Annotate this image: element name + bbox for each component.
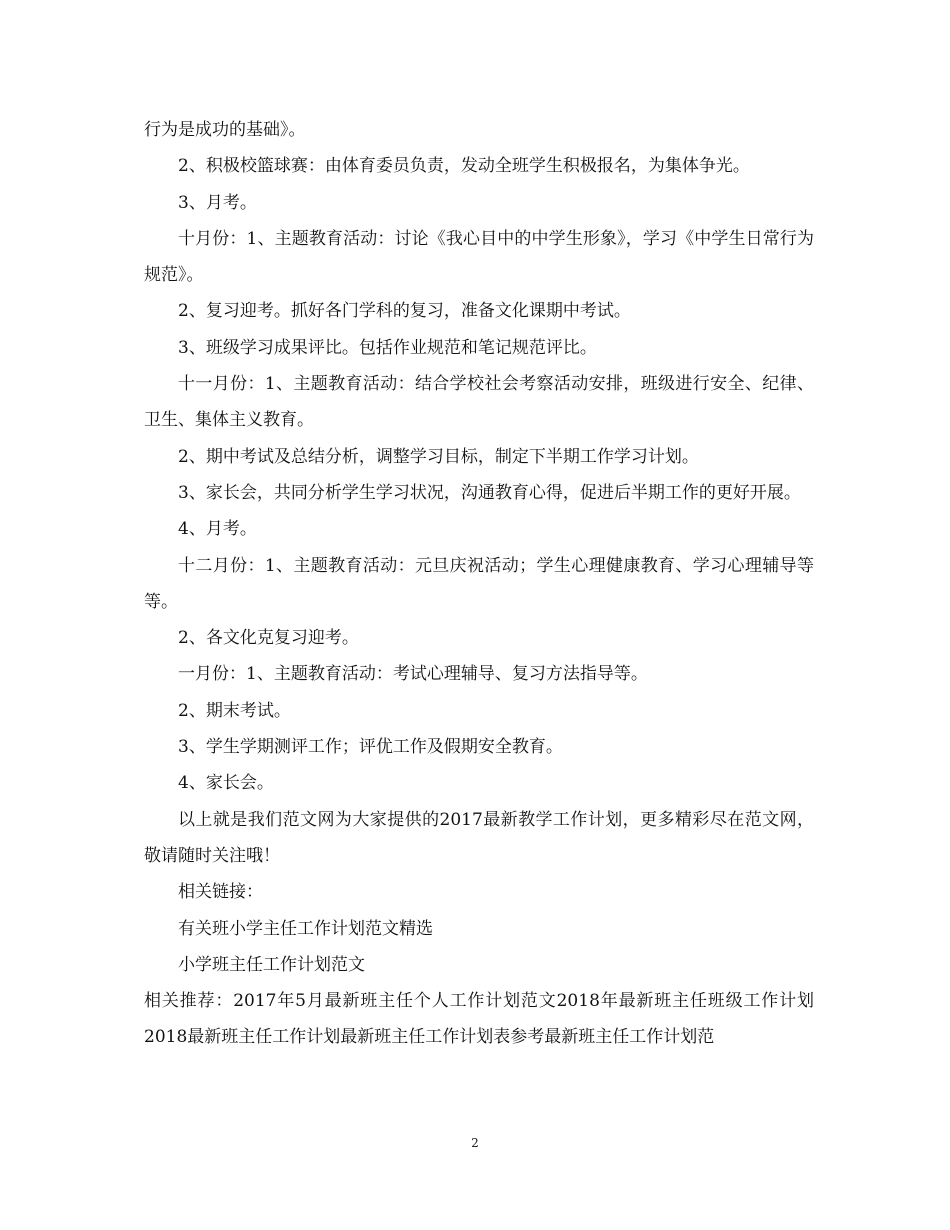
- paragraph: 以上就是我们范文网为大家提供的2017最新教学工作计划，更多精彩尽在范文网，敬请随时关注哦！: [144, 809, 814, 866]
- paragraph: 2、复习迎考。抓好各门学科的复习，准备文化课期中考试。: [178, 301, 631, 322]
- paragraph: 2、各文化克复习迎考。: [178, 628, 359, 649]
- related-link[interactable]: 有关班小学主任工作计划范文精选: [178, 918, 433, 939]
- paragraph: 3、班级学习成果评比。包括作业规范和笔记规范评比。: [178, 337, 597, 358]
- paragraph: 2、积极校篮球赛：由体育委员负责，发动全班学生积极报名，为集体争光。: [178, 156, 750, 177]
- related-links-heading: 相关链接：: [178, 882, 263, 903]
- paragraph: 4、家长会。: [178, 773, 274, 794]
- paragraph: 行为是成功的基础》。: [144, 120, 306, 140]
- paragraph: 3、家长会，共同分析学生学习状况，沟通教育心得，促进后半期工作的更好开展。: [178, 482, 801, 503]
- document-body: [144, 112, 814, 1056]
- paragraph: 十一月份：1、主题教育活动：结合学校社会考察活动安排，班级进行安全、纪律、卫生、集体主义教育。: [144, 374, 814, 431]
- paragraph: 十二月份：1、主题教育活动：元旦庆祝活动；学生心理健康教育、学习心理辅导等等。: [144, 555, 814, 612]
- paragraph: 一月份：1、主题教育活动：考试心理辅导、复习方法指导等。: [178, 664, 648, 685]
- related-recommend[interactable]: 相关推荐：2017年5月最新班主任个人工作计划范文2018年最新班主任班级工作计划2018最新班主任工作计划最新班主任工作计划表参考最新班主任工作计划范: [144, 991, 814, 1048]
- paragraph: 3、学生学期测评工作；评优工作及假期安全教育。: [178, 737, 563, 758]
- paragraph: 2、期中考试及总结分析，调整学习目标，制定下半期工作学习计划。: [178, 446, 699, 467]
- paragraph: 十月份：1、主题教育活动：讨论《我心目中的中学生形象》，学习《中学生日常行为规范》。: [144, 228, 814, 286]
- paragraph: 2、期末考试。: [178, 700, 291, 721]
- page-number: 2: [471, 1136, 479, 1150]
- related-link[interactable]: 小学班主任工作计划范文: [178, 954, 365, 975]
- paragraph: 4、月考。: [178, 519, 257, 540]
- paragraph: 3、月考。: [178, 192, 257, 213]
